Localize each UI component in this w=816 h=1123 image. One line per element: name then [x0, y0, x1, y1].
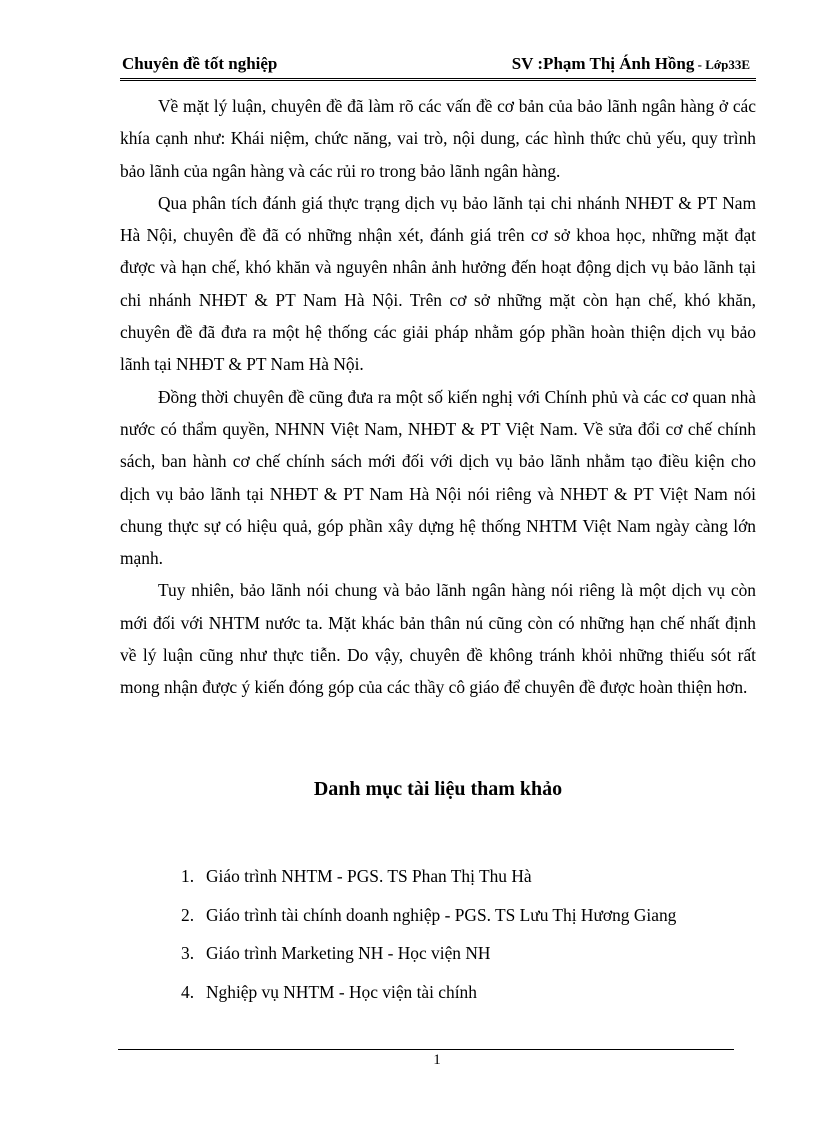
header-title: Chuyên đề tốt nghiệp	[122, 54, 278, 73]
paragraph-2: Qua phân tích đánh giá thực trạng dịch vụ bảo lãnh tại chi nhánh NHĐT & PT Nam Hà Nội, chuyên đề đã có những nhận xét, đánh giá trên cơ sở khoa học, những mặt đạt được và hạn chế, khó khăn và nguyên nhân ảnh hưởng đến hoạt động dịch vụ bảo lãnh tại chi nhánh NHĐT & PT Nam Hà Nội. Trên cơ sở những mặt còn hạn chế, khó khăn, chuyên đề đã đưa ra một hệ thống các giải pháp nhằm góp phần hoàn thiện dịch vụ bảo lãnh tại NHĐT & PT Nam Hà Nội.	[120, 192, 756, 375]
paragraph-3: Đồng thời chuyên đề cũng đưa ra một số kiến nghị với Chính phủ và các cơ quan nhà nước có thẩm quyền, NHNN Việt Nam, NHĐT & PT Việt Nam. Về sửa đổi cơ chế chính sách, ban hành cơ chế chính sách mới đối với dịch vụ bảo lãnh nhằm tạo điều kiện cho dịch vụ bảo lãnh tại NHĐT & PT Nam Hà Nội nói riêng và NHĐT & PT Việt Nam nói chung thực sự có hiệu quả, góp phần xây dựng hệ thống NHTM Việt Nam ngày càng lớn mạnh.	[120, 386, 756, 569]
reference-item	[181, 866, 676, 905]
header-class: - Lớp33E	[694, 57, 750, 72]
header-author	[512, 54, 750, 74]
reference-item	[181, 943, 676, 982]
footer-divider	[118, 1049, 734, 1050]
page-header	[120, 52, 756, 81]
reference-item	[181, 905, 676, 944]
paragraph-4: Tuy nhiên, bảo lãnh nói chung và bảo lãnh ngân hàng nói riêng là một dịch vụ còn mới đối với NHTM nước ta. Mặt khác bản thân nú cũng còn có những hạn chế nhất định về lý luận cũng như thực tiễn. Do vậy, chuyên đề không tránh khỏi những thiếu sót rất mong nhận được ý kiến đóng góp của các thầy cô giáo để chuyên đề được hoàn thiện hơn.	[120, 580, 756, 698]
header-student: SV :Phạm Thị Ánh Hồng	[511, 54, 695, 73]
reference-item	[181, 982, 676, 1021]
references-list	[181, 866, 676, 1020]
reference-number: 3.	[181, 943, 195, 963]
reference-number: 1.	[181, 866, 195, 886]
reference-text: Giáo trình Marketing NH - Học viện NH	[206, 943, 491, 963]
reference-text: Giáo trình tài chính doanh nghiệp - PGS. TS Lưu Thị Hương Giang	[206, 904, 677, 925]
reference-number: 4.	[181, 981, 195, 1002]
page-number: 1	[433, 1052, 441, 1068]
body-text	[120, 90, 756, 704]
reference-number: 2.	[181, 904, 195, 925]
references-title: Danh mục tài liệu tham khảo	[313, 778, 563, 800]
paragraph-1: Về mặt lý luận, chuyên đề đã làm rõ các vấn đề cơ bản của bảo lãnh ngân hàng ở các khía cạnh như: Khái niệm, chức năng, vai trò, nội dung, các hình thức chủ yếu, quy trình bảo lãnh của ngân hàng và các rủi ro trong bảo lãnh ngân hàng.	[120, 96, 756, 181]
reference-text: Giáo trình NHTM - PGS. TS Phan Thị Thu Hà	[206, 866, 532, 886]
reference-text: Nghiệp vụ NHTM - Học viện tài chính	[206, 981, 477, 1002]
